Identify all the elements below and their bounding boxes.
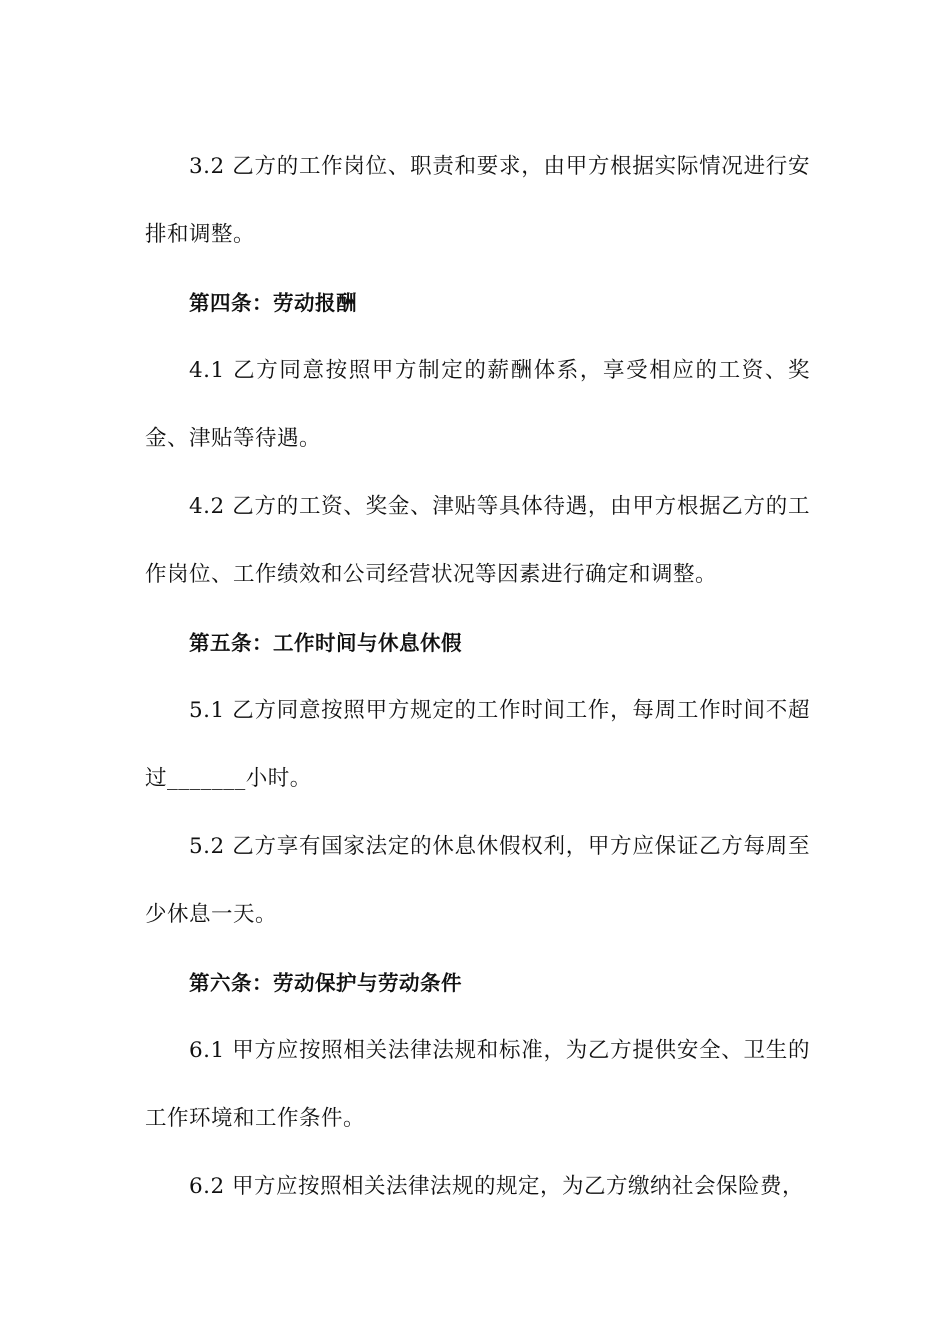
clause-5-2: 5.2 乙方享有国家法定的休息休假权利，甲方应保证乙方每周至少休息一天。 — [145, 834, 810, 927]
clause-4-1: 4.1 乙方同意按照甲方制定的薪酬体系，享受相应的工资、奖金、津贴等待遇。 — [145, 358, 810, 451]
clause-4-2: 4.2 乙方的工资、奖金、津贴等具体待遇，由甲方根据乙方的工作岗位、工作绩效和公司经营状况等因素进行确定和调整。 — [145, 494, 810, 587]
document-body — [145, 133, 810, 1221]
clause-6-1: 6.1 甲方应按照相关法律法规和标准，为乙方提供安全、卫生的工作环境和工作条件。 — [145, 1038, 810, 1131]
article-5-heading: 第五条：工作时间与休息休假 — [189, 631, 462, 655]
article-6-heading: 第六条：劳动保护与劳动条件 — [189, 971, 462, 995]
clause-3-2: 3.2 乙方的工作岗位、职责和要求，由甲方根据实际情况进行安排和调整。 — [145, 154, 810, 247]
article-4-heading: 第四条：劳动报酬 — [189, 291, 357, 315]
clause-5-1: 5.1 乙方同意按照甲方规定的工作时间工作，每周工作时间不超过_______小时。 — [145, 698, 810, 791]
clause-6-2: 6.2 甲方应按照相关法律法规的规定，为乙方缴纳社会保险费， — [189, 1174, 805, 1199]
